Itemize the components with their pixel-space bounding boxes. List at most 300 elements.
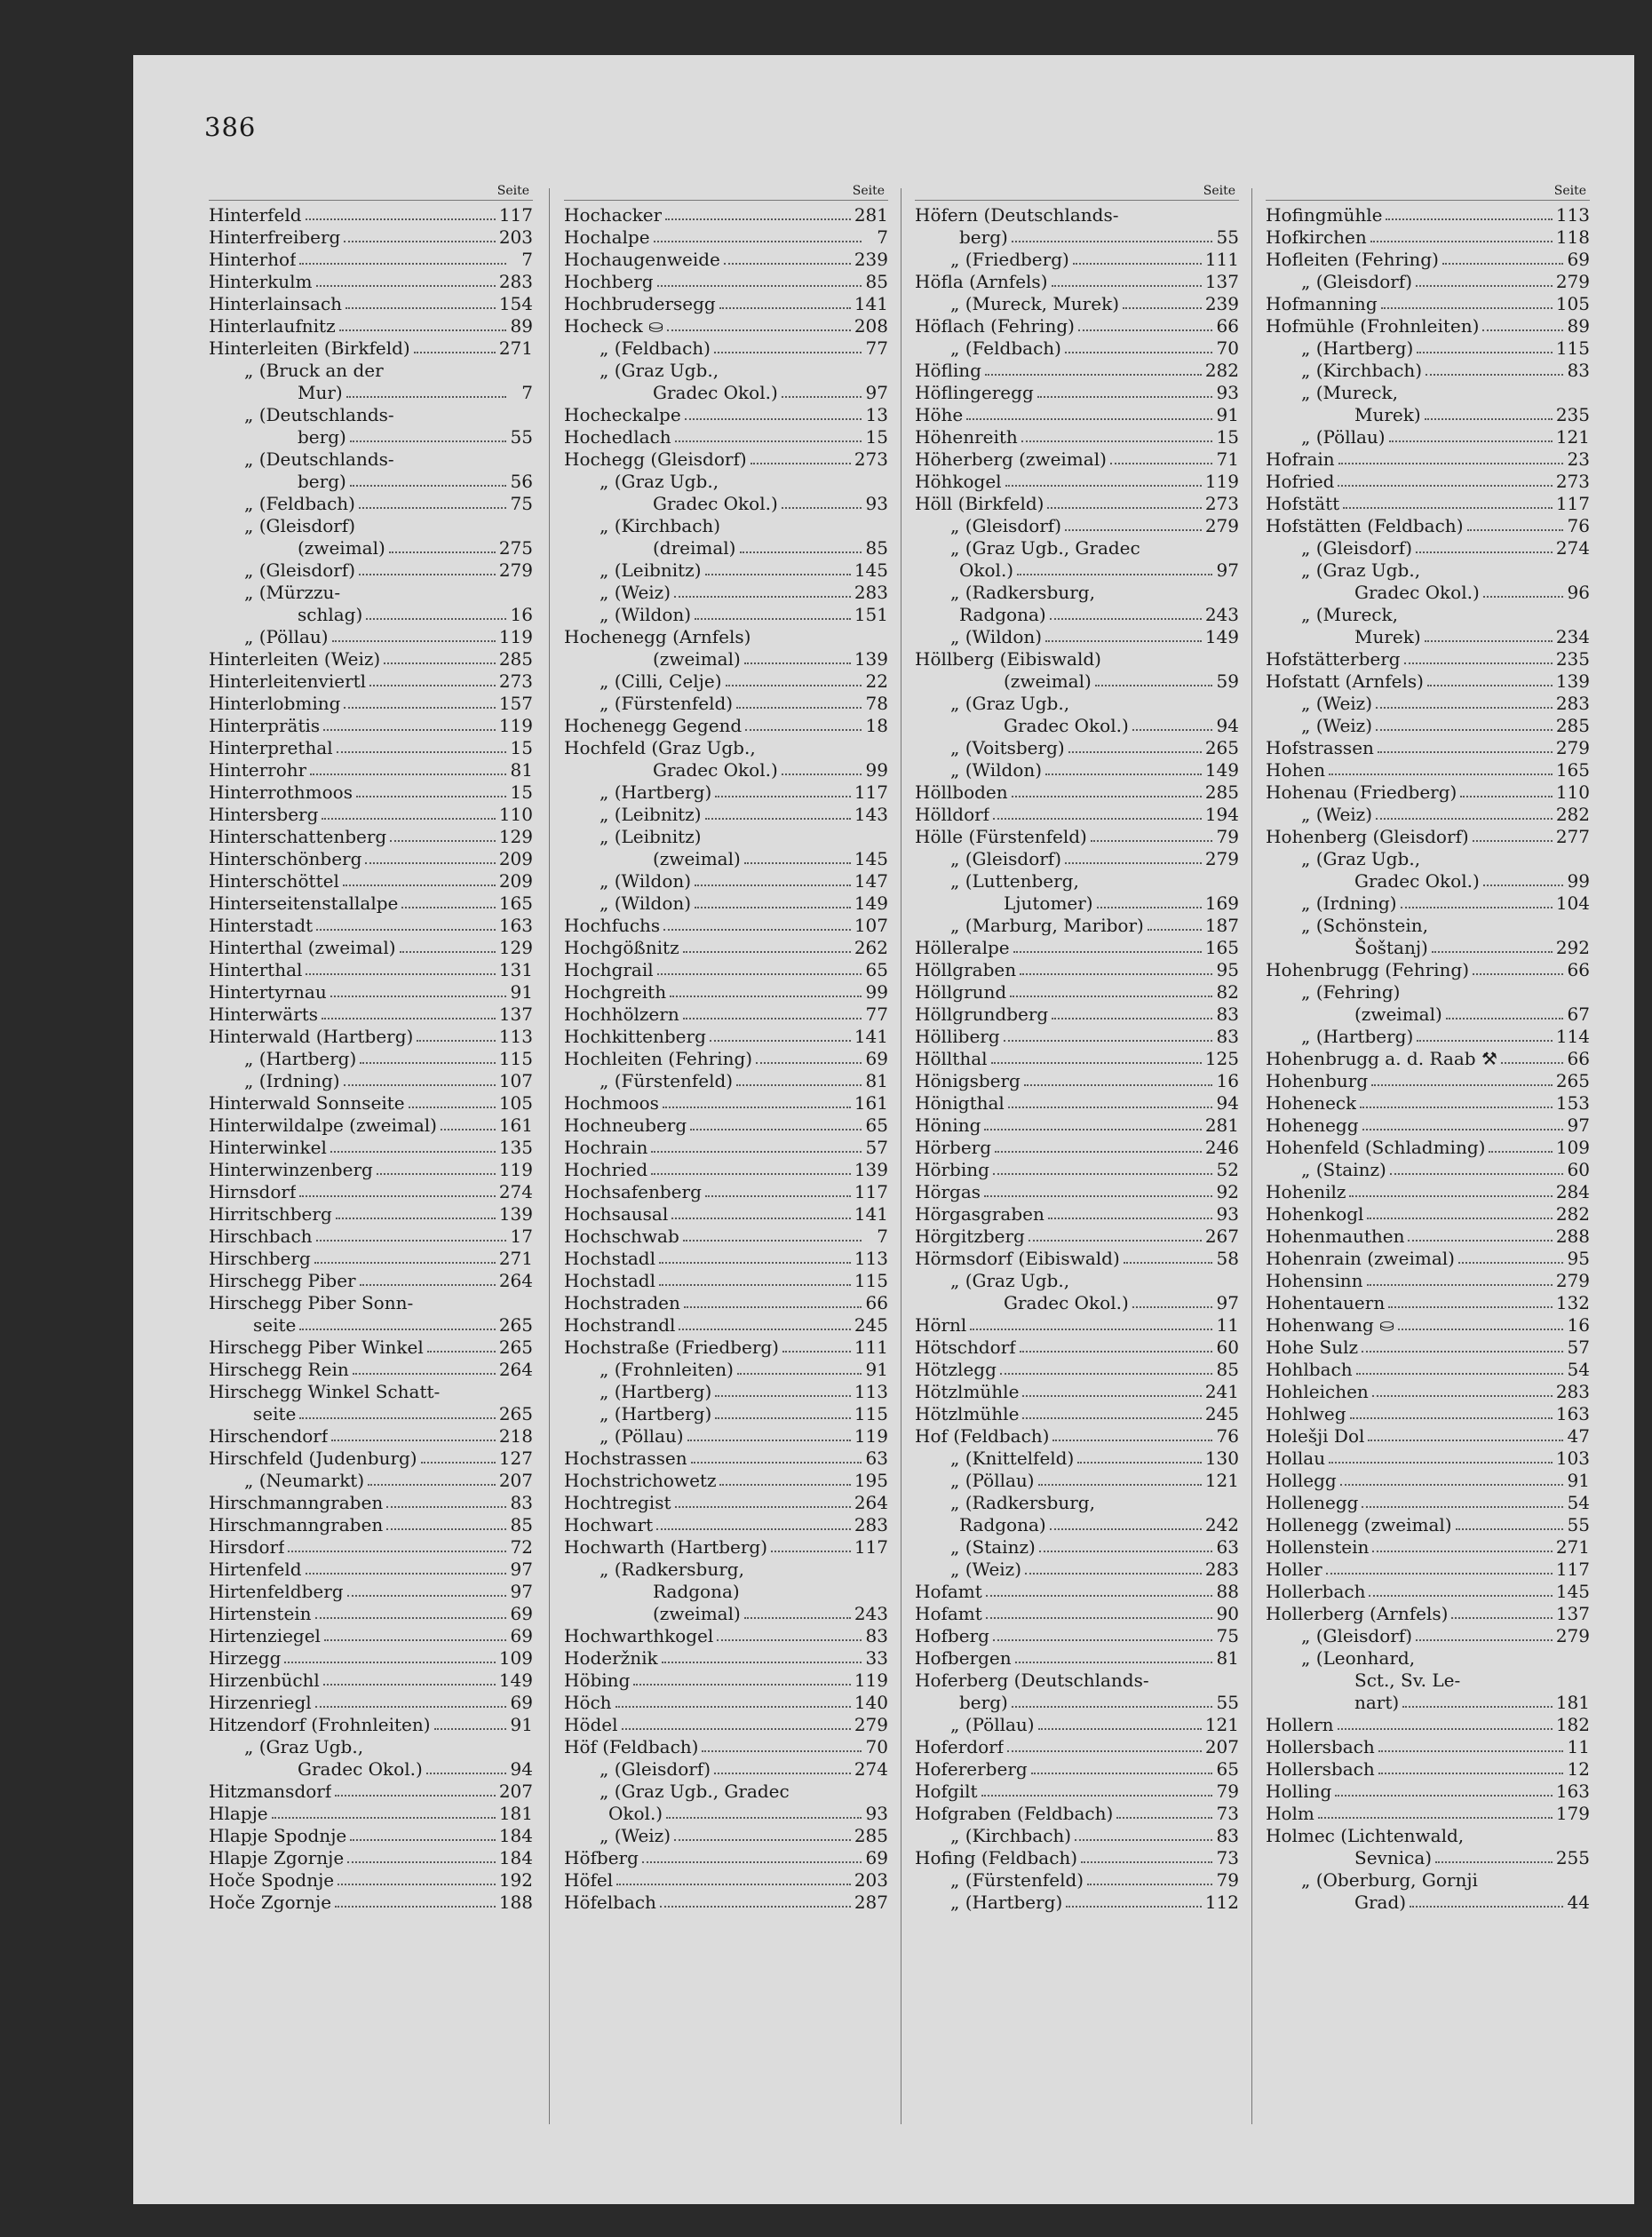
entry-page-number: 52 — [1216, 1159, 1239, 1180]
dot-leader — [409, 1107, 496, 1108]
entry-place-name: Hinterschönberg — [209, 848, 362, 869]
index-entry — [1266, 715, 1590, 737]
dot-leader — [1318, 1817, 1553, 1819]
entry-page-number: 283 — [854, 1514, 888, 1535]
index-entry — [564, 1137, 888, 1159]
entry-place-name: Höfling — [915, 360, 981, 381]
entry-place-name: Hirschberg — [209, 1248, 311, 1269]
entry-page-number: 246 — [1204, 1137, 1239, 1158]
dot-leader — [427, 1351, 496, 1353]
column-divider — [549, 188, 550, 2124]
entry-page-number: 97 — [510, 1559, 533, 1580]
index-entry — [209, 1115, 533, 1137]
entry-page-number: 279 — [498, 559, 533, 581]
dot-leader — [714, 352, 862, 353]
index-entry — [564, 515, 888, 537]
index-entry — [1266, 515, 1590, 537]
dot-leader — [1338, 485, 1552, 487]
entry-page-number: 265 — [1204, 737, 1239, 758]
index-entry — [564, 1492, 888, 1514]
entry-place-name: Hirschmanngraben — [209, 1514, 384, 1535]
index-entry — [915, 1514, 1239, 1536]
entry-place-name: „ (Mureck, — [1301, 604, 1398, 625]
entry-place-name: „ (Bruck an der — [244, 360, 384, 381]
entry-place-name: Höfern (Deutschlands- — [915, 204, 1119, 226]
entry-place-name: Hochenegg Gegend — [564, 715, 743, 736]
dot-leader — [337, 751, 506, 753]
dot-leader — [1087, 1884, 1212, 1885]
dot-leader — [1000, 1373, 1212, 1375]
dot-leader — [386, 1528, 506, 1530]
entry-place-name: Hirschegg Winkel Schatt- — [209, 1381, 441, 1402]
dot-leader — [1426, 374, 1563, 376]
entry-place-name: „ (Mureck, — [1301, 382, 1398, 403]
index-entry — [564, 293, 888, 315]
column-header-seite: Seite — [915, 184, 1239, 201]
entry-page-number: 94 — [1216, 715, 1239, 736]
index-entry — [915, 537, 1239, 559]
index-entry — [209, 1892, 533, 1914]
index-entry — [564, 1292, 888, 1314]
index-entry — [915, 1359, 1239, 1381]
entry-place-name: „ (Schönstein, — [1301, 915, 1428, 936]
index-entry — [915, 1425, 1239, 1448]
entry-place-name: Hohenburg — [1266, 1070, 1369, 1091]
entry-place-name: „ (Weiz) — [600, 1825, 671, 1846]
dot-leader — [1038, 1484, 1202, 1486]
entry-page-number: 97 — [1216, 1292, 1239, 1313]
index-entry — [915, 959, 1239, 981]
entry-page-number: 55 — [1567, 1514, 1590, 1535]
entry-page-number: 125 — [1204, 1048, 1239, 1069]
entry-page-number: 107 — [854, 915, 888, 936]
dot-leader — [745, 729, 862, 731]
index-entry — [1266, 1115, 1590, 1137]
entry-place-name: Hochfuchs — [564, 915, 661, 936]
index-entry — [915, 1803, 1239, 1825]
entry-page-number: 107 — [498, 1070, 533, 1091]
dot-leader — [1381, 307, 1553, 309]
entry-page-number: 137 — [1555, 1603, 1590, 1624]
entry-place-name: „ (Wildon) — [600, 870, 692, 892]
entry-page-number: 264 — [854, 1492, 888, 1513]
dot-leader — [984, 1129, 1201, 1130]
dot-leader — [1073, 263, 1202, 265]
entry-place-name: (dreimal) — [653, 537, 736, 559]
entry-page-number: 56 — [510, 471, 533, 492]
entry-page-number: 194 — [1204, 804, 1239, 825]
entry-place-name: „ (Oberburg, Gornji — [1301, 1869, 1478, 1891]
entry-place-name: Hinterkulm — [209, 271, 313, 292]
column-header-seite: Seite — [1266, 184, 1590, 201]
entry-place-name: Hinterwinkel — [209, 1137, 327, 1158]
entry-page-number: 154 — [498, 293, 533, 314]
index-entry — [1266, 1492, 1590, 1514]
entry-place-name: seite — [253, 1314, 297, 1336]
entry-page-number: 282 — [1555, 1203, 1590, 1225]
entry-page-number: 112 — [1204, 1892, 1239, 1913]
entry-place-name: Hochberg — [564, 271, 654, 292]
index-entry — [1266, 870, 1590, 892]
dot-leader — [434, 1728, 506, 1730]
entry-page-number: 99 — [865, 759, 888, 781]
entry-page-number: 264 — [498, 1359, 533, 1380]
index-entry — [564, 1181, 888, 1203]
index-entry — [564, 448, 888, 471]
entry-place-name: „ (Feldbach) — [600, 337, 711, 359]
index-entry — [564, 1559, 888, 1581]
index-entry — [564, 781, 888, 804]
entry-page-number: 208 — [854, 315, 888, 337]
entry-page-number: 165 — [1204, 937, 1239, 958]
dot-leader — [353, 1373, 496, 1375]
dot-leader — [736, 1084, 862, 1086]
entry-place-name: Höflingeregg — [915, 382, 1034, 403]
index-entry — [564, 1514, 888, 1536]
dot-leader — [984, 1195, 1212, 1197]
dot-leader — [1401, 907, 1553, 908]
dot-leader — [1017, 574, 1212, 575]
dot-leader — [1077, 1462, 1202, 1464]
dot-leader — [1350, 1417, 1553, 1419]
index-entry — [209, 426, 533, 448]
index-entry — [1266, 1692, 1590, 1714]
entry-page-number: 83 — [1216, 1026, 1239, 1047]
entry-place-name: Holešji Dol — [1266, 1425, 1365, 1447]
entry-page-number: 118 — [1555, 226, 1590, 248]
entry-place-name: „ (Wildon) — [600, 892, 692, 914]
entry-page-number: 110 — [1555, 781, 1590, 803]
entry-page-number: 66 — [865, 1292, 888, 1313]
entry-place-name: Hohleichen — [1266, 1381, 1369, 1402]
dot-leader — [1013, 951, 1202, 953]
index-entry — [915, 471, 1239, 493]
entry-place-name: Hinterleitenviertl — [209, 670, 367, 692]
entry-page-number: 135 — [498, 1137, 533, 1158]
index-entry — [209, 582, 533, 604]
index-entry — [1266, 1337, 1590, 1359]
entry-place-name: „ (Fürstenfeld) — [950, 1869, 1084, 1891]
dot-leader — [322, 1018, 496, 1019]
dot-leader — [726, 685, 862, 686]
entry-page-number: 140 — [854, 1692, 888, 1713]
entry-page-number: 273 — [1204, 493, 1239, 514]
dot-leader — [659, 1284, 851, 1286]
entry-page-number: 145 — [854, 559, 888, 581]
entry-page-number: 262 — [854, 937, 888, 958]
entry-page-number: 7 — [521, 249, 533, 270]
entry-place-name: Hochstadl — [564, 1270, 655, 1291]
index-entry — [1266, 315, 1590, 337]
entry-page-number: 279 — [1204, 848, 1239, 869]
entry-place-name: „ (Irdning) — [244, 1070, 340, 1091]
index-entry — [915, 1470, 1239, 1492]
index-entry — [564, 1869, 888, 1892]
entry-place-name: Hocheck ⛀ — [564, 315, 663, 337]
entry-page-number: 55 — [510, 426, 533, 448]
entry-page-number: 207 — [1204, 1736, 1239, 1757]
dot-leader — [993, 1173, 1212, 1175]
entry-place-name: Hölleralpe — [915, 937, 1010, 958]
dot-leader — [1110, 463, 1212, 464]
dot-leader — [315, 1706, 506, 1708]
entry-place-name: „ (Friedberg) — [950, 249, 1069, 270]
index-entry — [1266, 826, 1590, 848]
dot-leader — [1371, 1084, 1553, 1086]
entry-page-number: 83 — [1567, 360, 1590, 381]
entry-page-number: 69 — [510, 1603, 533, 1624]
index-entry — [564, 382, 888, 404]
index-entry — [209, 337, 533, 360]
index-entry — [209, 1359, 533, 1381]
dot-leader — [1022, 1417, 1201, 1419]
dot-leader — [1012, 796, 1202, 797]
entry-place-name: Hoheneck — [1266, 1092, 1357, 1114]
dot-leader — [299, 1195, 495, 1197]
entry-page-number: 182 — [1555, 1714, 1590, 1735]
entry-place-name: Höllboden — [915, 781, 1008, 803]
entry-place-name: Hollersbach — [1266, 1758, 1375, 1780]
index-entry — [209, 537, 533, 559]
index-entry — [915, 1092, 1239, 1115]
dot-leader — [1132, 729, 1212, 731]
entry-place-name: „ (Hartberg) — [1301, 1026, 1414, 1047]
entry-place-name: Höhe — [915, 404, 964, 425]
index-entry — [209, 1692, 533, 1714]
index-entry — [209, 1514, 533, 1536]
entry-place-name: Hollau — [1266, 1448, 1326, 1469]
entry-place-name: Hohlweg — [1266, 1403, 1346, 1424]
entry-place-name: Hirtenziegel — [209, 1625, 321, 1646]
entry-place-name: Hof (Feldbach) — [915, 1425, 1050, 1447]
dot-leader — [386, 1506, 506, 1508]
index-entry — [564, 715, 888, 737]
index-entry — [1266, 1003, 1590, 1026]
index-entry — [1266, 737, 1590, 759]
entry-page-number: 163 — [1555, 1403, 1590, 1424]
entry-place-name: Hirtenfeld — [209, 1559, 302, 1580]
index-entry — [564, 582, 888, 604]
entry-place-name: Hochenegg (Arnfels) — [564, 626, 751, 647]
entry-place-name: „ (Marburg, Maribor) — [950, 915, 1144, 936]
dot-leader — [657, 285, 862, 287]
dot-leader — [1020, 1351, 1212, 1353]
entry-place-name: Hochfeld (Graz Ugb., — [564, 737, 756, 758]
entry-place-name: (zweimal) — [298, 537, 385, 559]
index-entry — [564, 915, 888, 937]
entry-place-name: Hollenegg (zweimal) — [1266, 1514, 1452, 1535]
entry-place-name: schlag) — [298, 604, 363, 625]
entry-place-name: Hochgreith — [564, 981, 667, 1003]
index-entry — [1266, 981, 1590, 1003]
entry-place-name: Höbing — [564, 1670, 631, 1691]
index-entry — [1266, 582, 1590, 604]
index-entry — [564, 1714, 888, 1736]
entry-place-name: „ (Stainz) — [1301, 1159, 1386, 1180]
dot-leader — [683, 1240, 862, 1241]
entry-page-number: 17 — [510, 1226, 533, 1247]
dot-leader — [1052, 285, 1202, 287]
entry-page-number: 149 — [854, 892, 888, 914]
entry-place-name: „ (Luttenberg, — [950, 870, 1079, 892]
entry-place-name: Hinterstadt — [209, 915, 314, 936]
dot-leader — [1435, 1861, 1553, 1863]
entry-page-number: 129 — [498, 937, 533, 958]
entry-place-name: Hocheckalpe — [564, 404, 681, 425]
entry-page-number: 184 — [498, 1825, 533, 1846]
dot-leader — [1029, 1240, 1202, 1241]
index-entry — [915, 426, 1239, 448]
dot-leader — [714, 1773, 851, 1774]
index-entry — [209, 315, 533, 337]
index-entry — [564, 937, 888, 959]
entry-page-number: 111 — [1204, 249, 1239, 270]
entry-page-number: 239 — [1204, 293, 1239, 314]
index-entry — [209, 892, 533, 915]
index-entry — [564, 804, 888, 826]
entry-page-number: 16 — [1567, 1314, 1590, 1336]
entry-place-name: Hörgasgraben — [915, 1203, 1044, 1225]
entry-place-name: Hochstrandl — [564, 1314, 676, 1336]
dot-leader — [657, 973, 862, 975]
index-entry — [915, 1536, 1239, 1559]
index-entry — [915, 1070, 1239, 1092]
index-entry — [1266, 1559, 1590, 1581]
index-entry — [209, 1314, 533, 1337]
entry-page-number: 114 — [1555, 1026, 1590, 1047]
entry-page-number: 13 — [865, 404, 888, 425]
index-entry — [564, 981, 888, 1003]
index-entry — [564, 471, 888, 493]
index-entry — [1266, 759, 1590, 781]
entry-page-number: 109 — [498, 1647, 533, 1669]
dot-leader — [1031, 1773, 1212, 1774]
index-entry — [564, 648, 888, 670]
index-entry — [209, 1026, 533, 1048]
entry-page-number: 83 — [510, 1492, 533, 1513]
dot-leader — [719, 1484, 850, 1486]
entry-page-number: 283 — [1204, 1559, 1239, 1580]
index-entry — [1266, 892, 1590, 915]
index-entry — [915, 781, 1239, 804]
entry-page-number: 99 — [865, 981, 888, 1003]
index-entry — [915, 1314, 1239, 1337]
index-entry — [209, 1559, 533, 1581]
index-entry — [564, 1647, 888, 1670]
entry-page-number: 11 — [1216, 1314, 1239, 1336]
entry-place-name: Hinterthal — [209, 959, 303, 980]
entry-page-number: 16 — [1216, 1070, 1239, 1091]
entry-page-number: 203 — [854, 1869, 888, 1891]
entry-page-number: 139 — [1555, 670, 1590, 692]
dot-leader — [1008, 1107, 1212, 1108]
entry-page-number: 282 — [1204, 360, 1239, 381]
entry-page-number: 97 — [510, 1581, 533, 1602]
entry-place-name: Hirnsdorf — [209, 1181, 297, 1202]
entry-place-name: Hochmoos — [564, 1092, 659, 1114]
entry-place-name: „ (Gleisdorf) — [950, 848, 1061, 869]
dot-leader — [389, 551, 496, 553]
dot-leader — [1095, 685, 1212, 686]
entry-place-name: „ (Feldbach) — [950, 337, 1061, 359]
entry-place-name: Okol.) — [959, 559, 1014, 581]
entry-place-name: „ (Gleisdorf) — [244, 515, 355, 536]
entry-page-number: 129 — [498, 826, 533, 847]
dot-leader — [1075, 1839, 1212, 1841]
entry-place-name: Hohenfeld (Schladming) — [1266, 1137, 1486, 1158]
dot-leader — [332, 640, 496, 642]
entry-page-number: 96 — [1567, 582, 1590, 603]
dot-leader — [1065, 862, 1202, 864]
entry-place-name: Hochaugenweide — [564, 249, 720, 270]
index-entry — [915, 1625, 1239, 1647]
entry-page-number: 95 — [1216, 959, 1239, 980]
entry-place-name: Gradec Okol.) — [1354, 582, 1480, 603]
entry-place-name: Hirschegg Piber Winkel — [209, 1337, 424, 1358]
entry-place-name: Gradec Okol.) — [298, 1758, 423, 1780]
index-column-4 — [1266, 184, 1590, 1914]
entry-place-name: berg) — [298, 471, 346, 492]
entry-place-name: Hötschdorf — [915, 1337, 1016, 1358]
index-entry — [564, 559, 888, 582]
dot-leader — [306, 218, 496, 220]
index-entry — [915, 1003, 1239, 1026]
entry-place-name: Hollenstein — [1266, 1536, 1370, 1558]
dot-leader — [1340, 1484, 1563, 1486]
entry-place-name: Hollenegg — [1266, 1492, 1359, 1513]
entry-place-name: „ (Pöllau) — [600, 1425, 684, 1447]
entry-place-name: Hofstätterberg — [1266, 648, 1401, 670]
index-entry — [209, 1492, 533, 1514]
entry-page-number: 209 — [498, 848, 533, 869]
entry-place-name: Höllgraben — [915, 959, 1017, 980]
index-entry — [1266, 648, 1590, 670]
entry-page-number: 93 — [1216, 382, 1239, 403]
index-entry — [915, 1226, 1239, 1248]
entry-place-name: „ (Wildon) — [950, 626, 1043, 647]
entry-page-number: 169 — [1204, 892, 1239, 914]
entry-page-number: 69 — [1567, 249, 1590, 270]
entry-place-name: „ (Gleisdorf) — [600, 1758, 711, 1780]
index-entry — [209, 448, 533, 471]
entry-page-number: 63 — [865, 1448, 888, 1469]
dot-leader — [970, 1329, 1212, 1330]
entry-page-number: 22 — [865, 670, 888, 692]
index-entry — [209, 1248, 533, 1270]
entry-page-number: 66 — [1567, 1048, 1590, 1069]
entry-place-name: „ (Graz Ugb., Gradec — [950, 537, 1140, 559]
dot-leader — [633, 1684, 850, 1686]
index-entry — [1266, 1758, 1590, 1781]
dot-leader — [1483, 884, 1563, 886]
entry-place-name: Hinterleiten (Weiz) — [209, 648, 381, 670]
index-entry — [209, 493, 533, 515]
dot-leader — [414, 352, 496, 353]
entry-page-number: 145 — [854, 848, 888, 869]
entry-page-number: 91 — [865, 1359, 888, 1380]
entry-page-number: 92 — [1216, 1181, 1239, 1202]
entry-page-number: 165 — [1555, 759, 1590, 781]
entry-place-name: Radgona) — [653, 1581, 740, 1602]
dot-leader — [651, 1151, 862, 1153]
dot-leader — [1408, 1240, 1552, 1241]
entry-place-name: Hönigthal — [915, 1092, 1005, 1114]
index-entry — [564, 1403, 888, 1425]
entry-place-name: Hötzlegg — [915, 1359, 997, 1380]
dot-leader — [401, 907, 495, 908]
dot-leader — [359, 574, 496, 575]
entry-page-number: 97 — [1567, 1115, 1590, 1136]
